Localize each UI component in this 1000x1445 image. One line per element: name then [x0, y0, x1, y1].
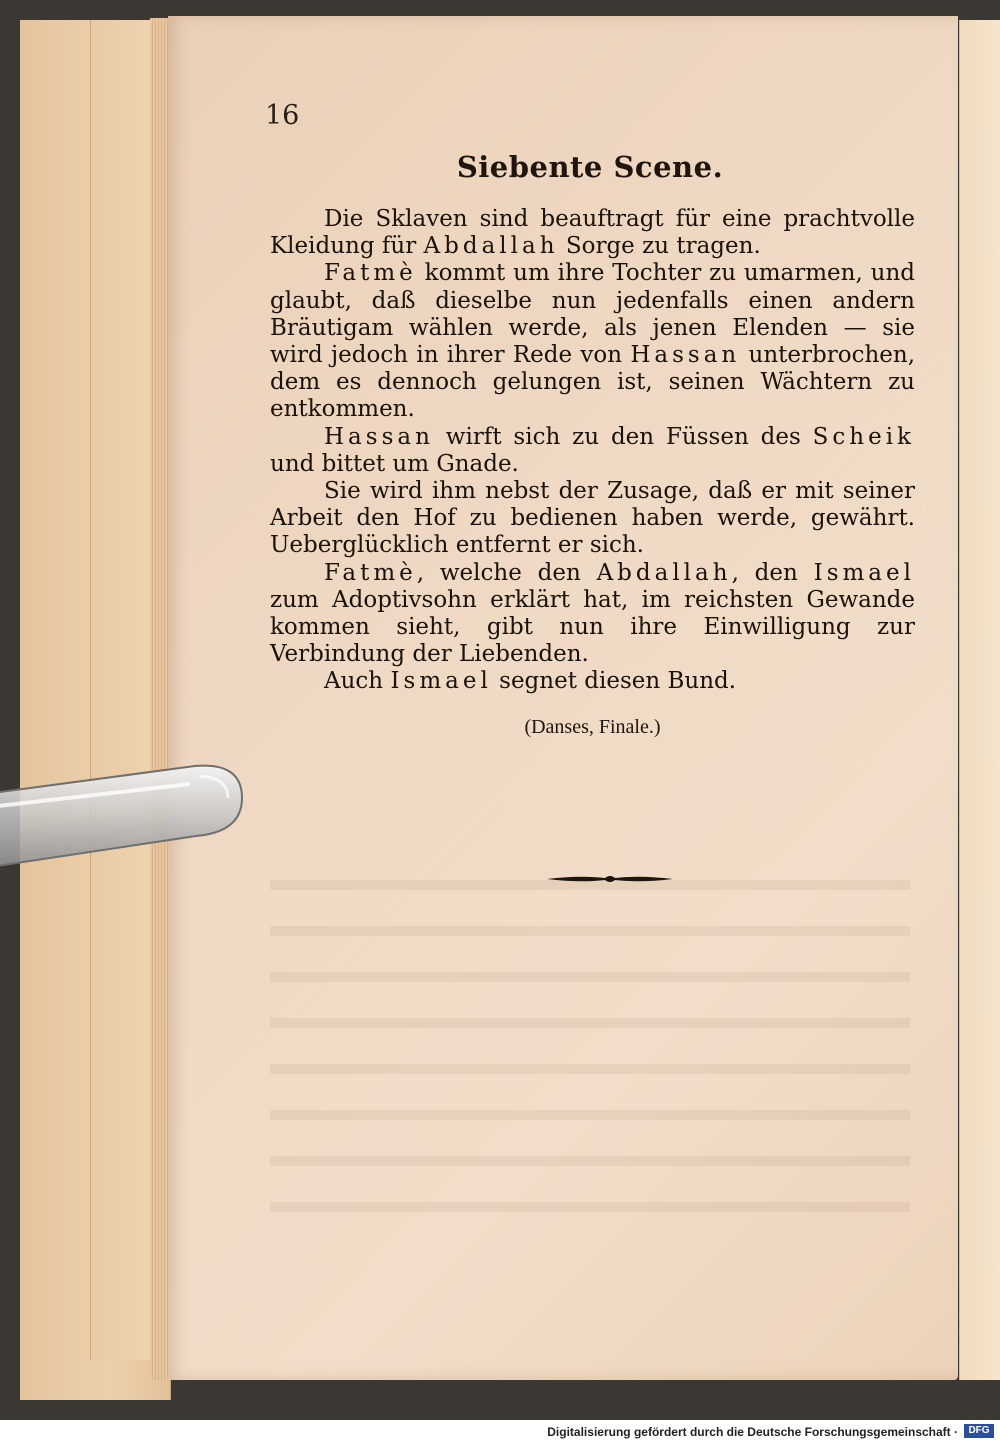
glass-pointer	[0, 758, 260, 868]
character-name: Fatmè	[324, 260, 417, 287]
right-page-edge	[959, 20, 1000, 1380]
character-name: Ismael	[813, 559, 915, 586]
text-run: Sorge zu tragen.	[558, 233, 761, 260]
footer-bar	[0, 1420, 1000, 1445]
character-name: Abdallah	[423, 233, 559, 260]
scene-text	[270, 206, 915, 696]
text-run: wirft sich zu den Füssen des	[433, 423, 813, 450]
text-run: unterbrochen, dem es dennoch gelungen ist, seinen Wächtern zu entkommen.	[270, 342, 916, 423]
text-run: und bittet um Gnade.	[270, 450, 519, 477]
text-run: , welche den	[416, 559, 597, 586]
text-run: , den	[731, 559, 814, 586]
paragraph	[270, 424, 915, 478]
character-name: Abdallah	[596, 559, 732, 586]
character-name: Hassan	[324, 423, 434, 450]
text-run: Sie wird ihm nebst der Zusage, daß er mit seiner Arbeit den Hof zu bedienen haben werde, gewährt. Ueberglücklich entfernt er sich.	[270, 478, 915, 559]
character-name: Hassan	[630, 342, 741, 369]
text-run: zum Adoptivsohn erklärt hat, im reichsten Gewande kommen sieht, gibt nun ihre Einwilligung zur Verbindung der Liebenden.	[270, 586, 915, 668]
scene-title: Siebente Scene.	[456, 150, 724, 184]
digitization-credit: Digitalisierung gefördert durch die Deutsche Forschungsgemeinschaft ·	[547, 1425, 958, 1439]
show-through-text	[270, 860, 910, 1240]
paragraph	[270, 668, 915, 695]
ornament-divider	[545, 870, 675, 888]
paragraph	[270, 478, 915, 560]
dfg-logo: DFG	[964, 1424, 994, 1438]
text-run: Die Sklaven sind beauftragt für eine prachtvolle Kleidung für	[270, 206, 915, 260]
character-name: Scheik	[812, 423, 915, 450]
character-name: Ismael	[390, 668, 492, 695]
text-run: kommt um ihre Tochter zu umarmen, und glaubt, daß dieselbe nun jedenfalls einen andern Bräutigam wählen werde, als jenen Elenden — sie wird jedoch in ihrer Rede von	[270, 260, 915, 369]
text-run: segnet diesen Bund.	[491, 668, 737, 695]
page-number: 16	[265, 100, 300, 131]
character-name: Fatmè	[324, 559, 417, 586]
stage-direction: (Danses, Finale.)	[524, 716, 661, 738]
paragraph	[270, 260, 915, 423]
text-run: Auch	[324, 668, 391, 695]
paragraph	[270, 206, 915, 260]
paragraph	[270, 560, 915, 669]
